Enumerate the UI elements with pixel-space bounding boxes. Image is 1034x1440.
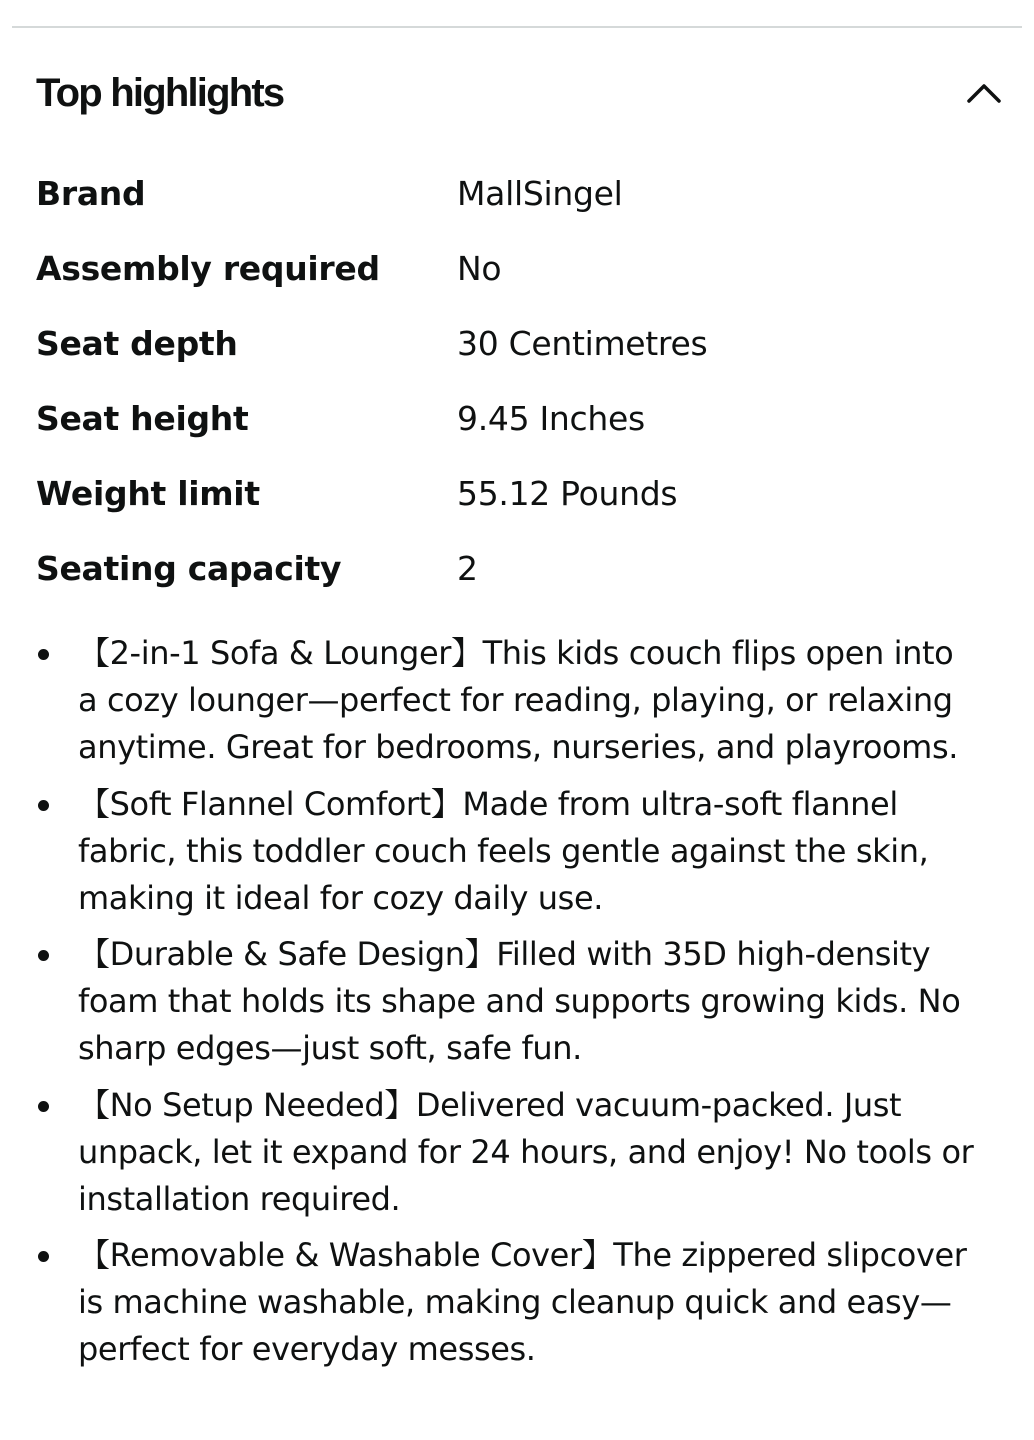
bullet-text: 【Soft Flannel Comfort】Made from ultra-soft flannel fabric, this toddler couch feels gentle against the skin, making it ideal for cozy daily use. <box>78 784 929 917</box>
spec-value: 30 Centimetres <box>457 324 708 363</box>
spec-value: No <box>457 249 502 288</box>
bullet-dot-icon <box>38 950 49 961</box>
spec-row-assembly-required <box>36 231 996 306</box>
spec-value: MallSingel <box>457 174 623 213</box>
list-item <box>36 1082 981 1223</box>
top-divider <box>12 26 1022 28</box>
bullet-dot-icon <box>38 800 49 811</box>
spec-label: Seat height <box>36 399 249 438</box>
chevron-up-icon[interactable] <box>964 73 1004 113</box>
bullet-dot-icon <box>38 1251 49 1262</box>
list-item <box>36 630 981 771</box>
spec-value: 55.12 Pounds <box>457 474 678 513</box>
spec-row-brand <box>36 156 996 231</box>
top-highlights-header[interactable] <box>36 66 1004 120</box>
spec-label: Seating capacity <box>36 549 342 588</box>
spec-row-seat-depth <box>36 306 996 381</box>
section-title: Top highlights <box>36 71 284 115</box>
bullet-dot-icon <box>38 649 49 660</box>
list-item <box>36 781 981 922</box>
spec-label: Assembly required <box>36 249 380 288</box>
list-item <box>36 931 981 1072</box>
spec-row-seat-height <box>36 381 996 456</box>
bullet-text: 【Durable & Safe Design】Filled with 35D high-density foam that holds its shape and supports growing kids. No sharp edges—just soft, safe fun. <box>78 935 961 1067</box>
spec-value: 9.45 Inches <box>457 399 645 438</box>
specs-table <box>36 156 996 606</box>
bullet-text: 【Removable & Washable Cover】The zippered slipcover is machine washable, making cleanup quick and easy—perfect for everyday messes. <box>78 1236 967 1368</box>
spec-label: Seat depth <box>36 324 238 363</box>
spec-label: Weight limit <box>36 474 260 513</box>
feature-bullets <box>36 630 981 1383</box>
list-item <box>36 1232 981 1373</box>
bullet-text: 【2-in-1 Sofa & Lounger】This kids couch flips open into a cozy lounger—perfect for reading, playing, or relaxing anytime. Great for bedrooms, nurseries, and playrooms. <box>78 634 958 766</box>
bullet-dot-icon <box>38 1101 49 1112</box>
spec-row-seating-capacity <box>36 531 996 606</box>
bullet-text: 【No Setup Needed】Delivered vacuum-packed. Just unpack, let it expand for 24 hours, and enjoy! No tools or installation required. <box>78 1085 974 1218</box>
spec-label: Brand <box>36 174 146 213</box>
spec-value: 2 <box>457 549 478 588</box>
spec-row-weight-limit <box>36 456 996 531</box>
